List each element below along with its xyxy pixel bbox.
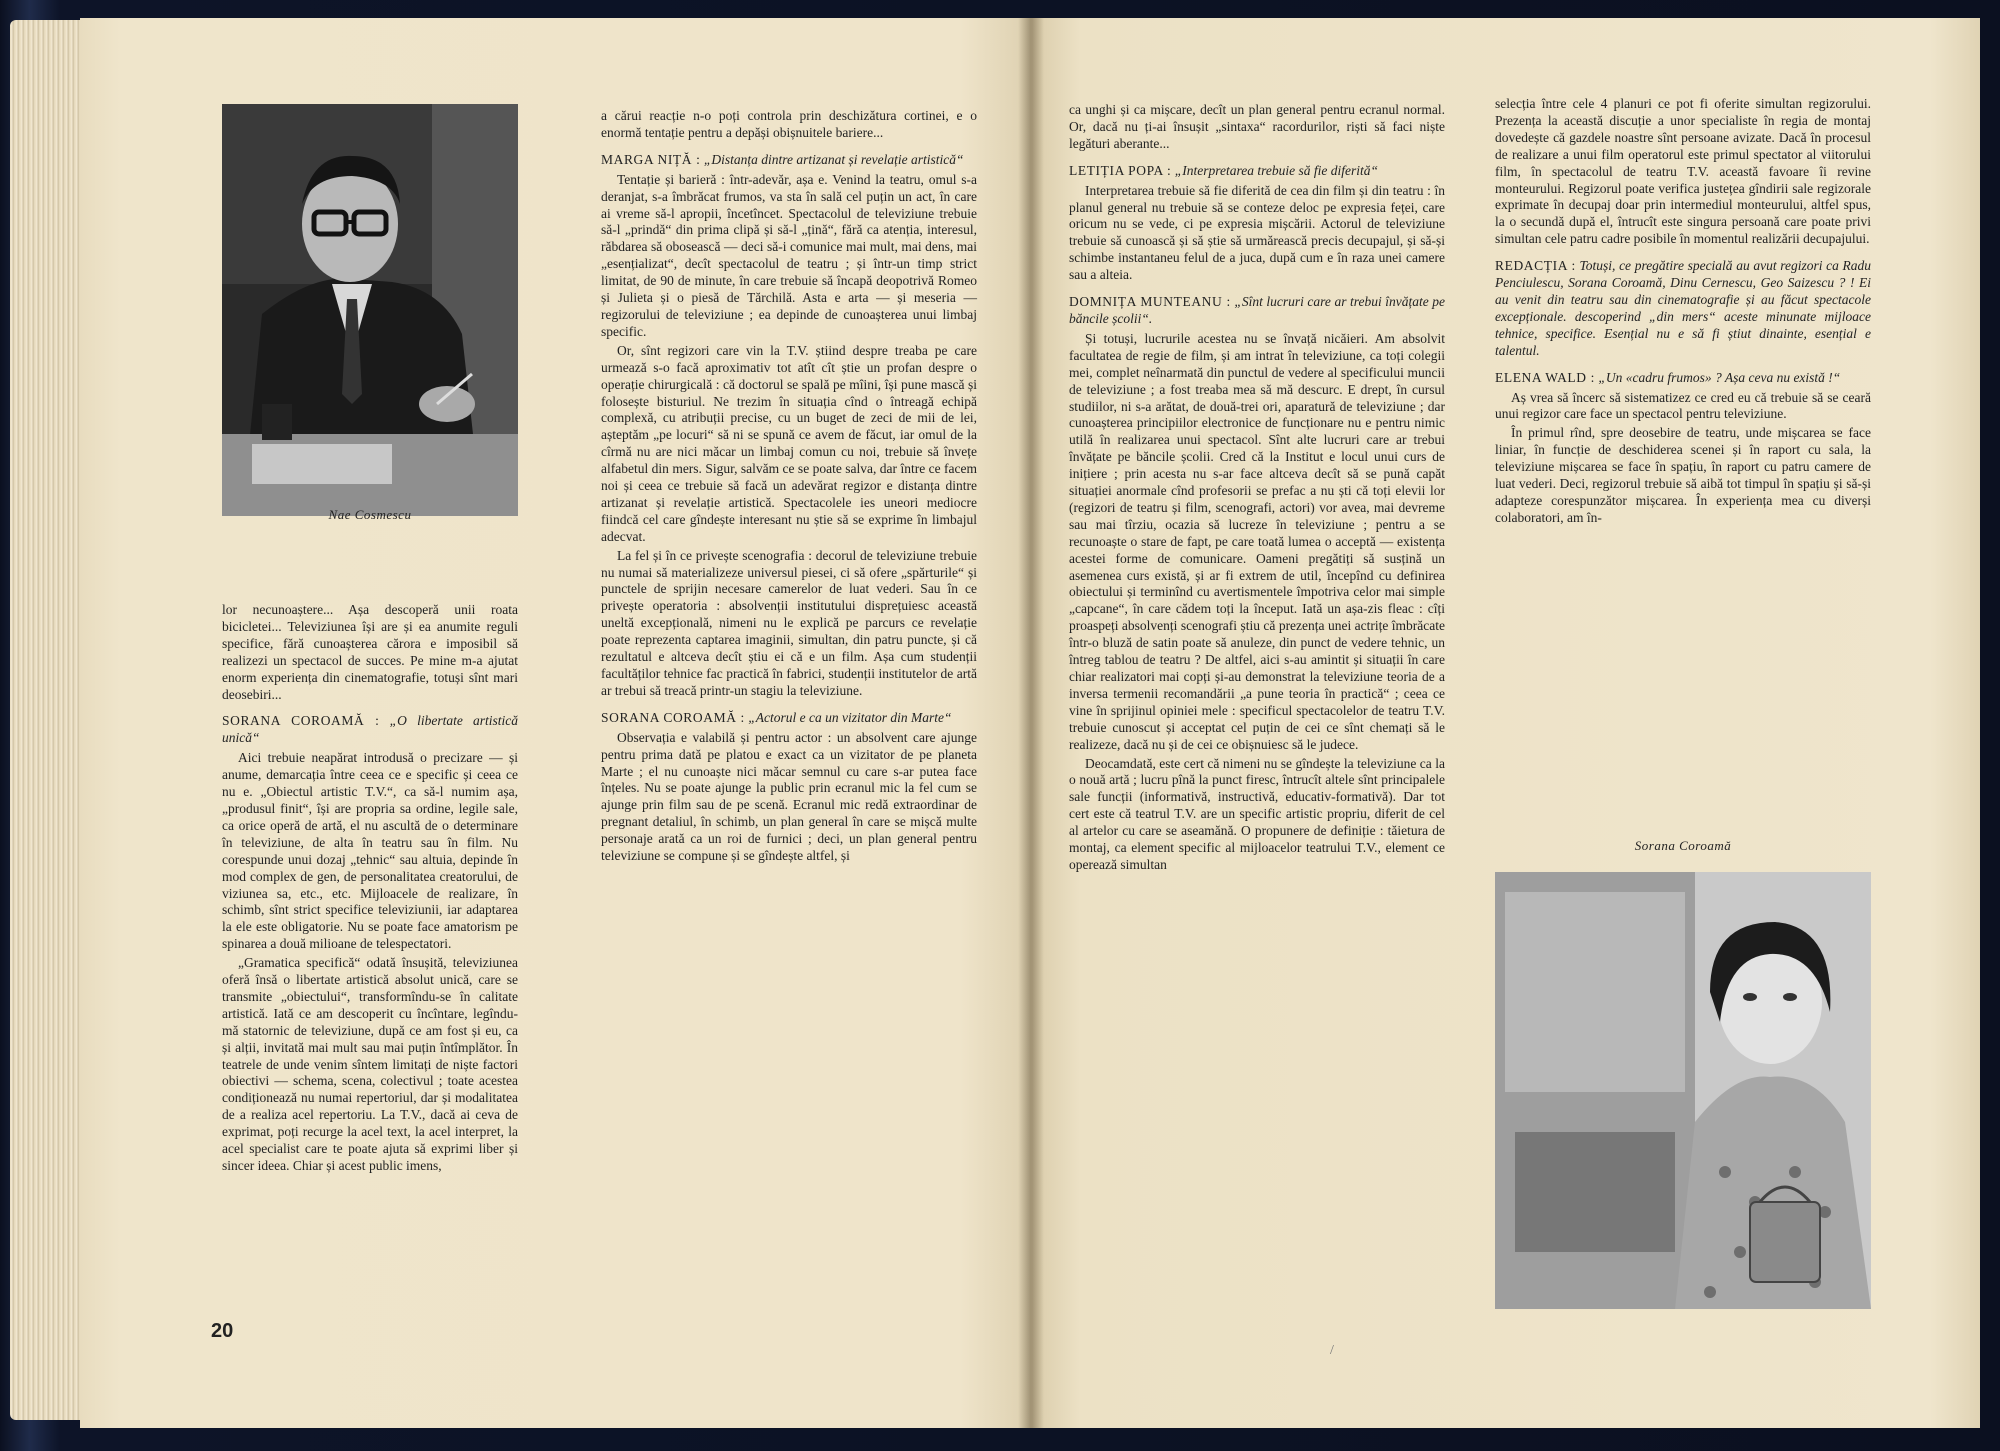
- paragraph: Și totuși, lucrurile acestea nu se învață nicăieri. Am absolvit facultatea de regie de film, și am intrat în televiziune, ca toți colegii mei, complet neînarmată din punctul de vedere al specificului muncii de televiziune ; a fost treaba mea să mă descurc. E drept, în cursul studiilor, ni s-a arătat, de două-trei ori, aparatură de televiziune ; dar cunoașterea principiilor electronice de funcționare nu e pentru nimic utilă în realizarea unui spectacol. Sînt alte lucruri care ar trebui învățate pe băncile școlii. Cred că la Institut e locul unui curs de inițiere ; prin acesta nu s-ar face altceva decît să se pună capăt situației anormale cînd profesorii se prefac a nu ști că toți elevii lor (regizori de teatru și film, scenografi, actori) vor avea, mai devreme sau mai tîrziu, ocazia să lucreze în televiziune ; pentru a se recunoaște o stare de fapt, pe care toată lumea o acceptă — existența acestei forme de comunicare. Oameni pregătiți să susțină un asemenea curs există, și ar fi extrem de util, începînd cu definirea obiectului și terminînd cu avertismentele împotriva celor mai simple „capcane“, în care cădem toți la început. Iată un așa-zis fleac : cîți proaspeți absolvenți scenografi știu că prezența unei actrițe îmbrăcate într-o bluză de satin poate să anuleze, din punct de vedere tehnic, un întreg tablou de teatru ? De altfel, aici s-au amintit și situații în care chiar realizatori mai copți și-au demonstrat la televiziune teoria de a inversa termenii recomandării „a pune teoria în practică“ ; ceea ce vine în sprijinul opiniei mele : specificul spectacolelor de teatru T.V. trebuie cunoscut și acceptat cel puțin de cei ce sînt chemați să le realizeze, dacă nu și de cei ce obișnuiesc să le judece.: [1069, 330, 1445, 752]
- paragraph: ca unghi și ca mișcare, decît un plan general pentru ecranul normal. Or, dacă nu ți-ai însușit „sintaxa“ racordurilor, riști să faci niște legături aberante...: [1069, 102, 1445, 151]
- heading-quote: „Un «cadru frumos» ? Așa ceva nu există !“: [1598, 369, 1841, 385]
- photo-caption-sorana-coroama: Sorana Coroamă: [1634, 838, 1732, 853]
- paragraph: Interpretarea trebuie să fie diferită de cea din film și din teatru : în planul general nu trebuie să se conteze deloc pe expresia feței, care oricum nu se vede, ci pe expresia mișcării. Actorul de televiziune trebuie să cunoască și să știe să urmărească precis decupajul, și să-și schimbe instantaneu felul de a juca, după cum e în raza unei camere sau a alteia.: [1069, 182, 1445, 283]
- paragraph: Aș vrea să încerc să sistematizez ce cred eu că trebuie să se ceară unui regizor care face un spectacol pentru televiziune.: [1495, 389, 1871, 422]
- speaker-name: LETIȚIA POPA :: [1069, 162, 1172, 178]
- speaker-name: REDACȚIA :: [1495, 258, 1576, 274]
- heading-quote: „Distanța dintre artizanat și revelație artistică“: [703, 151, 964, 167]
- heading-quote: Totuși, ce pregătire specială au avut regizori ca Radu Penciulescu, Sorana Coroamă, Dinu Cernescu, Geo Saizescu ? ! Ei au venit din teatru sau din cinematografie și au făcut spectacole excepționale. descoperind „din mers“ aceste minunate mijloace tehnice, specifice. Esențial nu e să fi știut dinainte, esențial e talentul.: [1495, 258, 1871, 358]
- paragraph: Tentație și barieră : într-adevăr, așa e. Venind la teatru, omul s-a deranjat, s-a îmbrăcat frumos, va sta în sală cel puțin un act, în care ai vreme să-l apropii, încetîncet. Spectacolul de televiziune trebuie să-l „prindă“ din prima clipă și să-l „țină“, fără ca atenția, interesul, răbdarea să obosească — deci să-i comunice mai mult, mai dens, mai „esențializat“, decît spectacolul de teatru ; și într-un timp strict limitat, de 90 de minute, în care trebuie să încapă deopotrivă Romeo și Julieta și o piesă de Tărchilă. Asta e arta — și meseria — regizorului de televiziune ; ea depinde de cunoașterea unui limbaj specific.: [601, 171, 977, 339]
- paragraph: Or, sînt regizori care vin la T.V. știind despre treaba pe care urmează s-o facă aproximativ tot atît cît știe un profan despre o operație chirurgicală : că doctorul se spală pe mîini, își pune mască și folosește bisturiul. Ne trezim în situația cînd o întreagă echipă complexă, cu atribuții precise, cu un buget de zeci de mii de lei, așteptăm „pe locuri“ să ni se spună ce avem de făcut, iar omul de la cîrmă nu are nici măcar un limbaj comun cu noi, trebuie să învețe alfabetul din mers. Sigur, salvăm ce se poate salva, dar între ce facem noi și ceea ce trebuie să facă un adevărat regizor e distanța dintre artizanat și revelație artistică. Spectacolele ies uneori mediocre fiindcă cel care gîndește interesant nu știe să se exprime în limbajul adecvat.: [601, 342, 977, 544]
- paragraph: În primul rînd, spre deosebire de teatru, unde mișcarea se face liniar, în funcție de deschiderea scenei și în raport cu sala, la televiziune mișcarea se face în spațiu, în raport cu patru camere de luat vederi. Deci, regizorul trebuie să aibă tot timpul în spațiu și să-și adapteze corespunzător mișcarea. În experiența mea cu diverși colaboratori, am în-: [1495, 425, 1871, 525]
- heading-quote: „Sînt lucruri care ar trebui învățate pe băncile școlii“.: [1069, 294, 1445, 326]
- paragraph: selecția între cele 4 planuri ce pot fi oferite simultan regizorului. Prezența la această discuție a unor specialiste în regia de montaj dovedește că gazdele noastre sînt persoane avizate. Dacă în procesul de realizare a unui film operatorul este primul spectator al viitorului film, în spectacolul de teatru T.V. această favoare îi revine monteurului. Regizorul poate verifica justețea gîndirii sale regizorale exprimate în decupaj doar prin intermediul monteurului, altfel spus, la o secundă după el, întrucît este singura persoană care poate privi simultan cele patru cadre posibile în momentul realizării decupajului.: [1495, 96, 1871, 247]
- heading-quote: „Actorul e ca un vizitator din Marte“: [748, 709, 952, 725]
- left-page: [80, 18, 1030, 1428]
- page-gutter: [1018, 18, 1044, 1428]
- page-number: 20: [211, 1320, 234, 1342]
- paragraph: a cărui reacție n-o poți controla prin deschizătura cortinei, e o enormă tentație pentru a depăși obișnuitele bariere...: [601, 108, 977, 140]
- speaker-name: SORANA COROAMĂ :: [222, 713, 380, 729]
- heading-quote: „Interpretarea trebuie să fie diferită“: [1174, 162, 1379, 178]
- speaker-name: SORANA COROAMĂ :: [601, 709, 745, 725]
- column-3: [1069, 102, 1445, 876]
- speaker-heading: [601, 152, 977, 169]
- margin-mark: /: [1330, 1343, 1334, 1358]
- photo-sorana-coroama: [1495, 872, 1871, 1309]
- column-1: [222, 602, 518, 1177]
- speaker-heading: [222, 713, 518, 747]
- speaker-name: MARGA NIȚĂ :: [601, 151, 701, 167]
- speaker-heading: [601, 710, 977, 727]
- speaker-name: ELENA WALD :: [1495, 369, 1595, 385]
- paragraph: Observația e valabilă și pentru actor : un absolvent care ajunge pentru prima dată pe platou e exact ca un vizitator de pe planeta Marte ; el nu cunoaște nici măcar semnul cu care s-ar putea face înțeles. Nu se poate ajunge la public prin ecranul mic la fel cum se ajunge prin film sau de pe scenă. Ecranul mic redă extraordinar de pregnant detaliul, în schimb, un plan general în care se mișcă multe personaje arată ca un roi de furnici ; deci, un plan general pentru televiziune se compune și se gîndește altfel, și: [601, 729, 977, 864]
- photo-nae-cosmescu: [222, 104, 518, 516]
- speaker-name: DOMNIȚA MUNTEANU :: [1069, 294, 1231, 310]
- right-page: [1030, 18, 1980, 1428]
- column-4: [1495, 96, 1871, 529]
- speaker-heading: [1069, 294, 1445, 328]
- column-2: [601, 108, 977, 867]
- paragraph: „Gramatica specifică“ odată însușită, televiziunea oferă însă o libertate artistică absolut unică, care se transmite „obiectului“, transformîndu-se în calitate artistică. Iată ce am descoperit cu încîntare, legîndu-mă statornic de televiziune, după ce am fost și eu, ca și alții, invitată mai mult sau mai puțin întîmplător. În teatrele de unde venim sîntem limitați de niște factori obiectivi — schema, scena, colectivul ; toate acestea condiționează nu numai repertoriul, dar și modalitatea de a realiza acel repertoriu. La T.V., dacă ai ceva de exprimat, poți recurge la acel text, la acel interpret, la acel specialist care te poate ajuta să exprimi liber și sincer ideea. Chiar și acest public imens,: [222, 955, 518, 1173]
- paragraph: Aici trebuie neapărat introdusă o precizare — și anume, demarcația între ceea ce e specific și ceea ce nu e. „Obiectul artistic T.V.“, ca să-l numim așa, „produsul finit“, își are propria sa ordine, legile sale, ca orice operă de artă, el nu ascultă de o determinare în televiziune, de alta în teatru sau în film. Nu corespunde unui dozaj „tehnic“ sau altuia, depinde în mod complex de gen, de personalitatea creatorului, de viziunea sa, etc., etc. Mijloacele de realizare, în schimb, sînt strict specifice televiziunii, iar adaptarea la ele este obligatorie. Nu se poate face amatorism pe spinarea a două milioane de telespectatori.: [222, 750, 518, 952]
- speaker-heading: [1495, 258, 1871, 359]
- page-edges: [10, 20, 90, 1420]
- photo-caption-nae-cosmescu: Nae Cosmescu: [328, 507, 412, 522]
- paragraph: La fel și în ce privește scenografia : decorul de televiziune trebuie nu numai să materializeze universul piesei, ci să ofere „spărturile“ și punctele de sprijin necesare camerelor de luat vederi. Sau în ce privește operatoria : absolvenții institutului disprețuiesc această uneltă excepțională, nimeni nu le explică pe parcurs ce revelație poate reprezenta captarea imaginii, simultan, din patru puncte, și că rezultatul e altceva decît știu ei că e un film. Așa cum studenții facultăților tehnice fac practică în fabrici, studenții institutelor de artă ar trebui să treacă printr-un stagiu la televiziune.: [601, 547, 977, 698]
- speaker-heading: [1495, 370, 1871, 387]
- heading-quote: „O libertate artistică unică“: [222, 713, 519, 746]
- paragraph: lor necunoaștere... Așa descoperă unii roata bicicletei... Televiziunea își are și ea anumite reguli specifice, fără cunoașterea cărora e imposibil să realizezi un spectacol de succes. Pe mine m-a ajutat enorm experiența din cinematografie, totuși sînt mari deosebiri...: [222, 602, 518, 702]
- paragraph: Deocamdată, este cert că nimeni nu se gîndește la televiziune ca la o nouă artă ; lucru pînă la punct firesc, întrucît altele sînt principalele sale funcții (informativă, instructivă, educativ-formativă). Dar tot cert este că teatrul T.V. are un specific artistic propriu, diferit de cel al artelor cu care se aseamănă. O propunere de definiție : tăietura de montaj, ca element specific al mijloacelor teatrului T.V., element ce operează simultan: [1069, 755, 1445, 872]
- speaker-heading: [1069, 163, 1445, 180]
